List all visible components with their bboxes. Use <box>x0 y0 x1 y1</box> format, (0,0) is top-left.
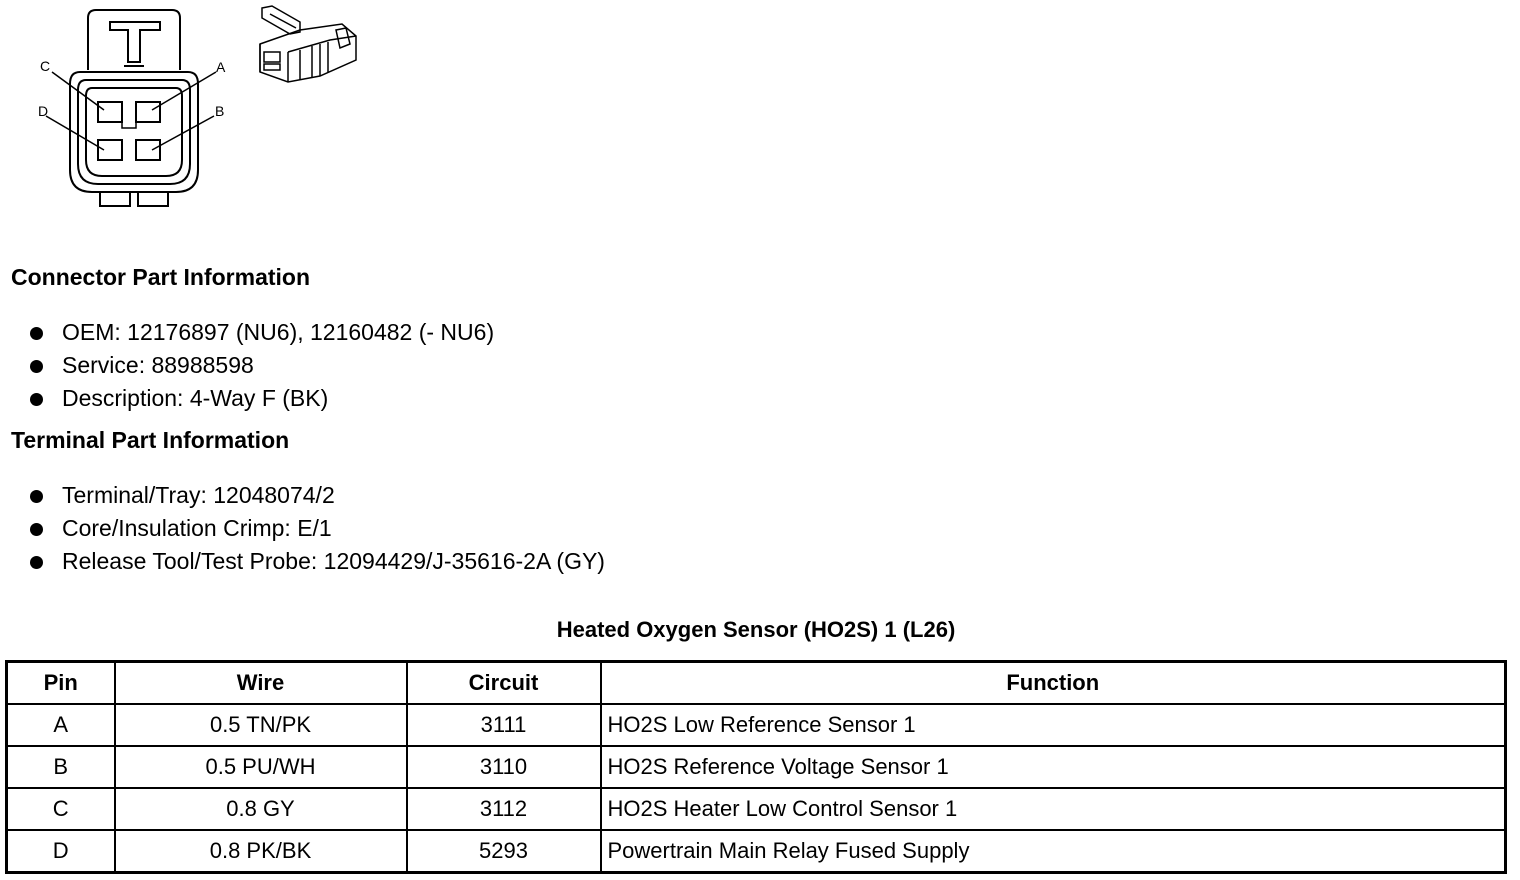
list-item: OEM: 12176897 (NU6), 12160482 (- NU6) <box>30 316 494 349</box>
cell-circuit: 3110 <box>407 746 601 788</box>
connector-face-drawing <box>0 0 380 215</box>
list-item: Terminal/Tray: 12048074/2 <box>30 479 605 512</box>
table-row <box>7 746 1506 788</box>
header-wire: Wire <box>115 662 407 705</box>
cell-function: HO2S Heater Low Control Sensor 1 <box>601 788 1506 830</box>
terminal-part-info-heading: Terminal Part Information <box>11 427 290 453</box>
cell-circuit: 3111 <box>407 704 601 746</box>
cell-function: HO2S Low Reference Sensor 1 <box>601 704 1506 746</box>
bullet-icon <box>30 556 43 569</box>
cell-function: HO2S Reference Voltage Sensor 1 <box>601 746 1506 788</box>
terminal-part-info-list <box>30 479 605 578</box>
cell-pin: C <box>7 788 115 830</box>
cell-pin: A <box>7 704 115 746</box>
table-row <box>7 704 1506 746</box>
connector-diagram <box>0 0 380 215</box>
bullet-icon <box>30 490 43 503</box>
pin-label-b: B <box>215 103 225 119</box>
cell-wire: 0.5 TN/PK <box>115 704 407 746</box>
connector-part-info-heading: Connector Part Information <box>11 264 311 290</box>
table-row <box>7 788 1506 830</box>
table-title: Heated Oxygen Sensor (HO2S) 1 (L26) <box>556 617 956 642</box>
cell-function: Powertrain Main Relay Fused Supply <box>601 830 1506 873</box>
header-pin: Pin <box>7 662 115 705</box>
cell-pin: D <box>7 830 115 873</box>
list-item: Description: 4-Way F (BK) <box>30 382 494 415</box>
table-row <box>7 830 1506 873</box>
bullet-icon <box>30 393 43 406</box>
pinout-table <box>5 660 1507 874</box>
cell-wire: 0.8 GY <box>115 788 407 830</box>
pin-label-a: A <box>216 59 226 75</box>
cell-wire: 0.5 PU/WH <box>115 746 407 788</box>
cell-pin: B <box>7 746 115 788</box>
cell-circuit: 3112 <box>407 788 601 830</box>
list-item: Core/Insulation Crimp: E/1 <box>30 512 605 545</box>
table-header-row <box>7 662 1506 705</box>
pin-label-c: C <box>40 58 51 74</box>
connector-part-info-list <box>30 316 494 415</box>
header-function: Function <box>601 662 1506 705</box>
cell-circuit: 5293 <box>407 830 601 873</box>
bullet-icon <box>30 523 43 536</box>
connector-iso-drawing <box>260 6 356 82</box>
pin-label-d: D <box>38 103 49 119</box>
list-item: Service: 88988598 <box>30 349 494 382</box>
bullet-icon <box>30 327 43 340</box>
list-item: Release Tool/Test Probe: 12094429/J-35616-2A (GY) <box>30 545 605 578</box>
cell-wire: 0.8 PK/BK <box>115 830 407 873</box>
header-circuit: Circuit <box>407 662 601 705</box>
bullet-icon <box>30 360 43 373</box>
